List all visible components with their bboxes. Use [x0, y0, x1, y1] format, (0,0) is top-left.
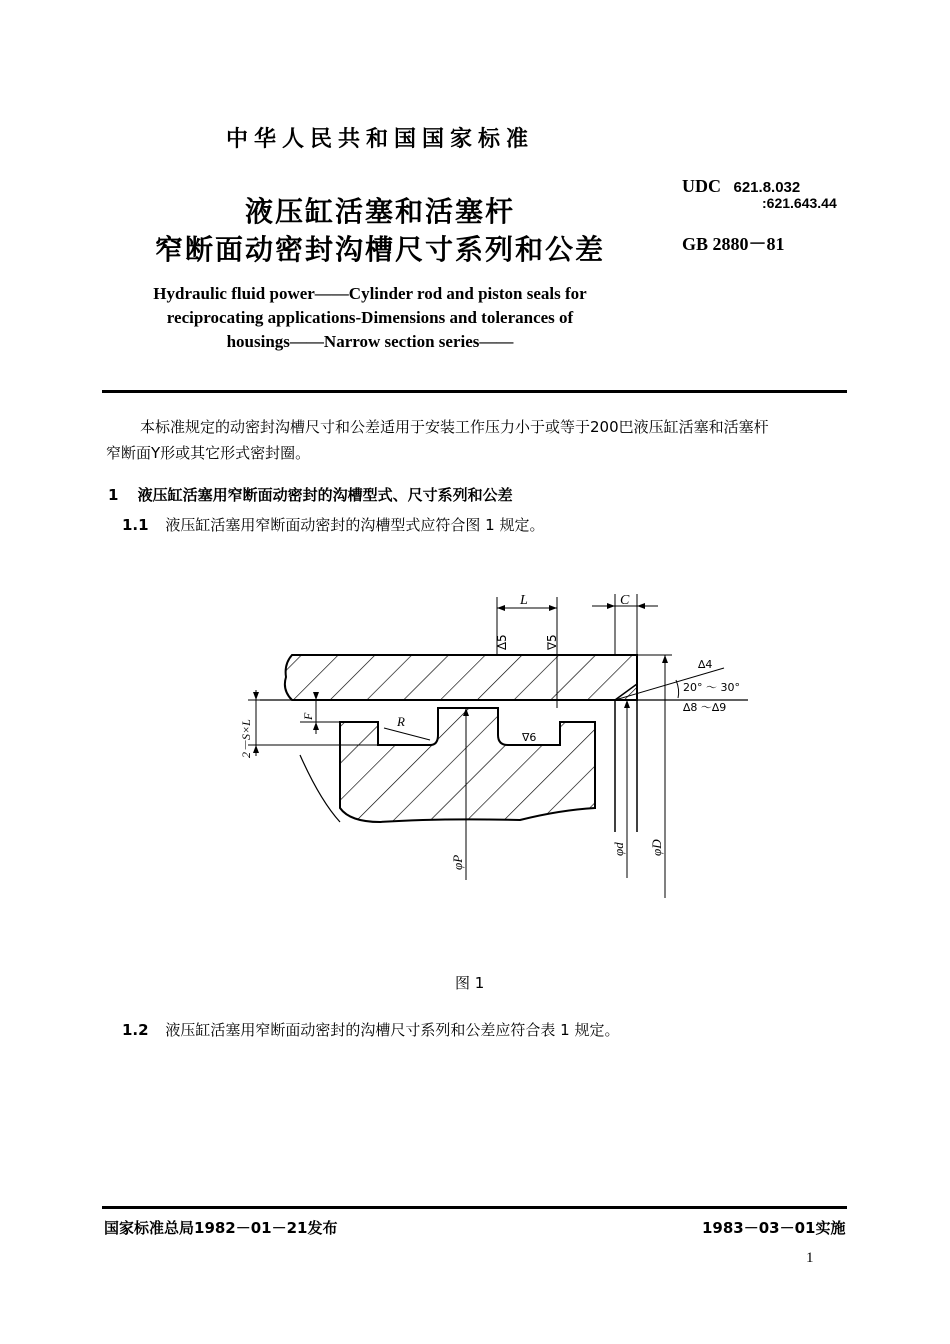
angle-text: 20° ～ 30° — [683, 681, 740, 694]
title-en-line1: Hydraulic fluid power——Cylinder rod and piston seals for — [153, 284, 587, 303]
roughness-6: ∇6 — [522, 731, 537, 744]
section1-number: 1 — [108, 486, 119, 504]
sub12-number: 1.2 — [122, 1021, 149, 1039]
footer-rule — [102, 1206, 847, 1209]
label-C: C — [620, 593, 630, 608]
roughness-5a: ∆5 — [495, 634, 509, 650]
label-L: L — [520, 593, 528, 608]
diameter-d: φd — [611, 842, 626, 856]
effective-date: 1983－03－01实施 — [702, 1219, 846, 1237]
intro-line2: 窄断面Y形或其它形式密封圈。 — [106, 444, 311, 462]
title-en-line3: housings——Narrow section series—— — [226, 332, 514, 351]
label-F: F — [301, 712, 315, 720]
intro-line1: 本标准规定的动密封沟槽尺寸和公差适用于安装工作压力小于或等于200巴液压缸活塞和活塞杆 — [140, 418, 769, 436]
subsection-1-2 — [122, 1017, 619, 1043]
label-R: R — [397, 714, 405, 729]
title-zh-line2: 窄断面动密封沟槽尺寸系列和公差 — [154, 233, 605, 266]
issue-date: 国家标准总局1982－01－21发布 — [104, 1219, 338, 1237]
roughness-8-9: ∆8 ～∆9 — [683, 701, 727, 714]
section1-title: 液压缸活塞用窄断面动密封的沟槽型式、尺寸系列和公差 — [137, 486, 513, 504]
udc-number-2: :621.643.44 — [762, 195, 837, 211]
title-zh-line1: 液压缸活塞和活塞杆 — [244, 195, 515, 228]
sub11-text: 液压缸活塞用窄断面动密封的沟槽型式应符合图 1 规定。 — [165, 516, 545, 534]
udc-label: UDC — [682, 176, 721, 196]
title-en-line2: reciprocating applications-Dimensions and tolerances of — [166, 308, 574, 327]
diameter-D: φD — [649, 839, 664, 856]
piston-body — [340, 708, 595, 822]
udc-number-1: 621.8.032 — [733, 179, 801, 196]
sub11-number: 1.1 — [122, 516, 149, 534]
standard-name: 中华人民共和国国家标准 — [225, 127, 534, 152]
sub12-text: 液压缸活塞用窄断面动密封的沟槽尺寸系列和公差应符合表 1 规定。 — [165, 1021, 620, 1039]
figure-caption: 图 1 — [455, 974, 485, 992]
roughness-4: ∆4 — [698, 658, 713, 671]
break-line-left — [300, 755, 340, 822]
label-2SL: 2－S×L — [239, 719, 253, 758]
roughness-5b: ∇5 — [545, 634, 559, 650]
page-number: 1 — [806, 1250, 814, 1266]
gb-number: GB 2880－81 — [682, 234, 785, 254]
diameter-P: φP — [450, 854, 465, 870]
cylinder-wall — [285, 655, 637, 700]
